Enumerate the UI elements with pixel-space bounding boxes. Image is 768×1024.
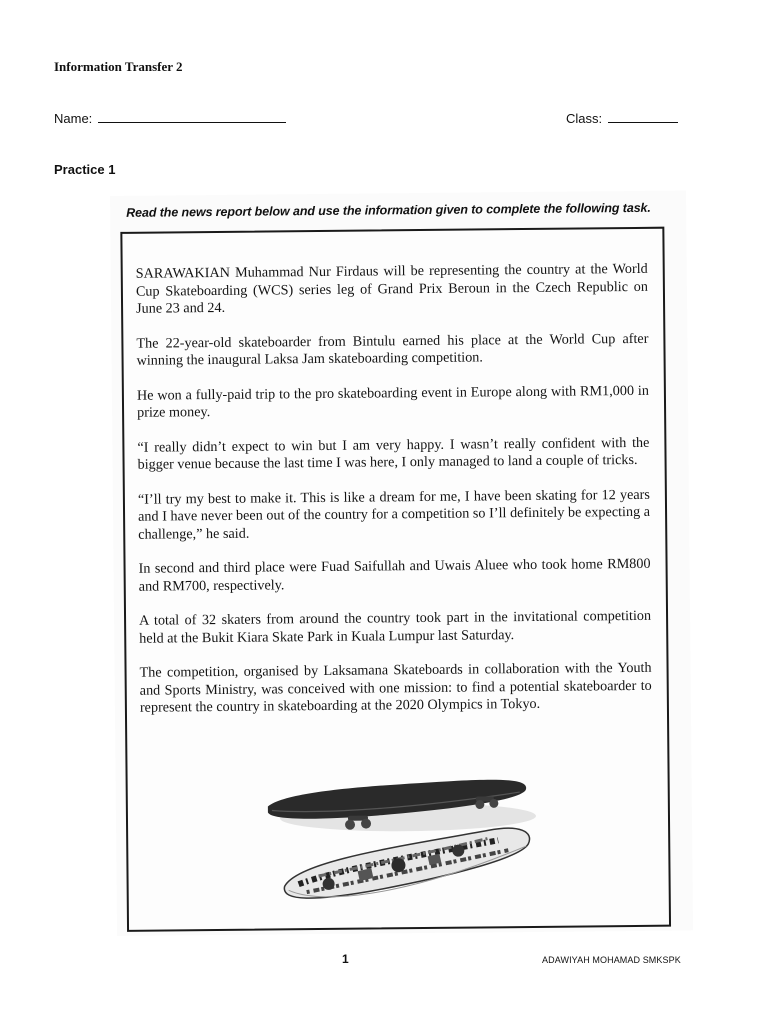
news-report-text	[136, 261, 652, 734]
section-heading: Practice 1	[54, 162, 116, 177]
report-paragraph: In second and third place were Fuad Saifullah and Uwais Aluee who took home RM800 and RM700, respectively.	[138, 555, 651, 595]
class-field	[566, 110, 678, 126]
class-label: Class:	[566, 111, 603, 126]
author-credit: ADAWIYAH MOHAMAD SMKSPK	[542, 955, 681, 965]
report-paragraph: A total of 32 skaters from around the country took part in the invitational competition held at the Bukit Kiara Skate Park in Kuala Lumpur last Saturday.	[139, 607, 652, 647]
page-number: 1	[342, 952, 349, 966]
report-paragraph: He won a fully-paid trip to the pro skateboarding event in Europe along with RM1,000 in prize money.	[136, 382, 649, 421]
skateboards-illustration	[257, 758, 539, 921]
news-report-box	[120, 227, 671, 932]
top-skateboard	[268, 779, 536, 832]
name-field	[54, 110, 286, 126]
scanned-worksheet	[110, 190, 693, 935]
report-paragraph: The 22-year-old skateboarder from Bintulu earned his place at the World Cup after winning the inaugural Laksa Jam skateboarding competition.	[136, 330, 649, 369]
task-instruction: Read the news report below and use the information given to complete the following task.	[126, 200, 651, 220]
name-blank-line	[98, 110, 286, 123]
report-paragraph: SARAWAKIAN Muhammad Nur Firdaus will be representing the country at the World Cup Skateboarding (WCS) series leg of Grand Prix Beroun in the Czech Republic on June 23 and 24.	[135, 260, 648, 317]
name-label: Name:	[54, 111, 93, 126]
report-paragraph: The competition, organised by Laksamana Skateboards in collaboration with the Youth and Sports Ministry, was conceived with one mission: to find a potential skateboarder to represent the country in skateboarding at the 2020 Olympics in Tokyo.	[139, 659, 652, 716]
report-paragraph: “I’ll try my best to make it. This is like a dream for me, I have been skating for 12 years and I have never been out of the country for a competition so I’ll definitely be expecting a challenge,” he said.	[137, 486, 651, 543]
report-paragraph: “I really didn’t expect to win but I am very happy. I wasn’t really confident with the bigger venue because the last time I was here, I only managed to land a couple of tricks.	[137, 434, 650, 473]
bottom-skateboard	[284, 828, 530, 898]
document-title: Information Transfer 2	[54, 59, 183, 74]
class-blank-line	[608, 110, 678, 123]
